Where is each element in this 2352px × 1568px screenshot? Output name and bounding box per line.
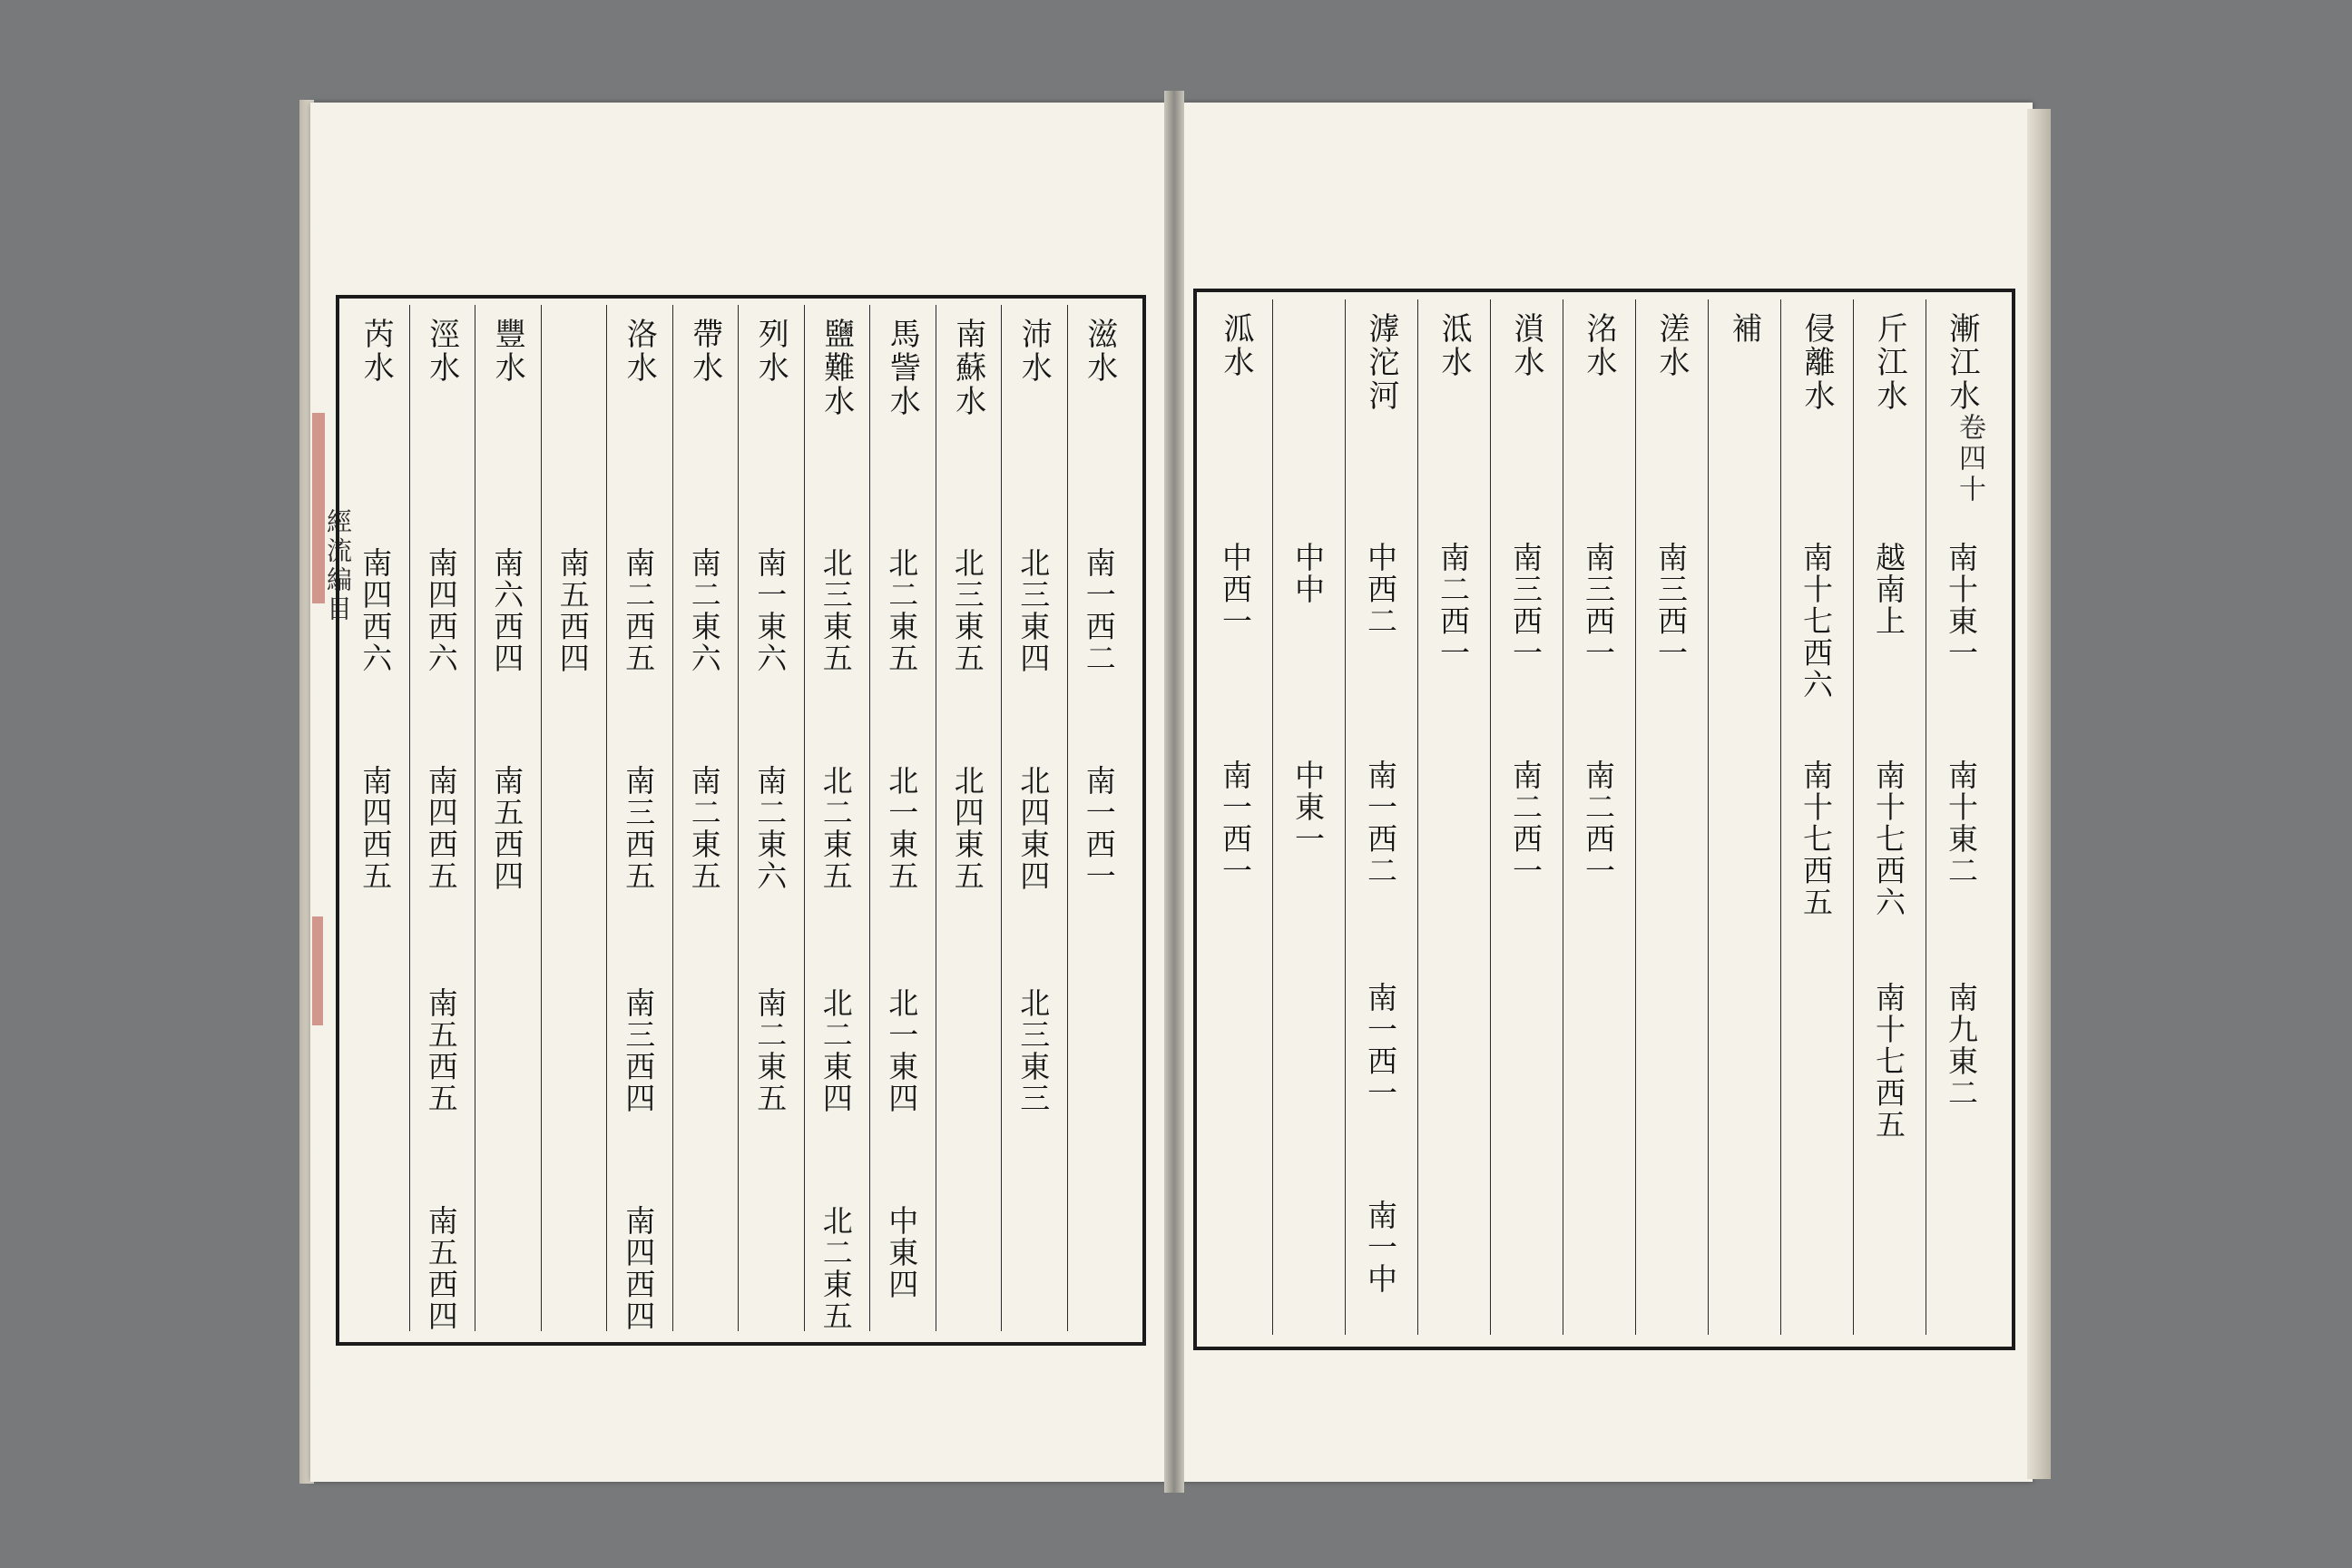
- entry-coordinate: 北四東五: [949, 765, 985, 892]
- entry-coordinate: 南四西六: [358, 547, 394, 674]
- entry-coordinate: 南十七西五: [1798, 760, 1834, 918]
- entry-coordinate: 北三東三: [1015, 987, 1052, 1114]
- column-rule: [1853, 299, 1854, 1335]
- column-rule: [409, 305, 410, 1331]
- entry-coordinate: 南二西五: [621, 547, 657, 674]
- column-rule: [804, 305, 805, 1331]
- entry-coordinate: 北一東四: [884, 987, 920, 1114]
- column-rule: [1780, 299, 1781, 1335]
- column-rule: [672, 305, 673, 1331]
- entry-name: 溠水: [1653, 312, 1690, 379]
- entry-coordinate: 中西二: [1363, 542, 1398, 637]
- entry-coordinate: 南一中: [1363, 1200, 1398, 1295]
- entry-coordinate: 南六西四: [489, 547, 525, 674]
- entry-name: 洺水: [1581, 312, 1617, 379]
- entry-coordinate: 南一西一: [1218, 760, 1253, 887]
- entry-coordinate: 南二西一: [1436, 542, 1471, 669]
- entry-coordinate: 北三東五: [818, 547, 854, 674]
- entry-name: 沛水: [1015, 318, 1053, 385]
- entry-coordinate: 南一西二: [1081, 547, 1117, 674]
- entry-coordinate: 北二東五: [818, 765, 854, 892]
- entry-coordinate: 南十七西五: [1871, 982, 1906, 1141]
- entry-name: 斤江水: [1871, 312, 1907, 413]
- column-rule: [1490, 299, 1491, 1335]
- entry-name: 滋水: [1081, 318, 1118, 385]
- entry-coordinate: 北二東五: [884, 547, 920, 674]
- entry-coordinate: 北二東四: [818, 987, 854, 1114]
- column-rule: [606, 305, 607, 1331]
- entry-coordinate: 南二東六: [752, 765, 789, 892]
- column-rule: [1067, 305, 1068, 1331]
- entry-coordinate: 中東一: [1290, 760, 1326, 855]
- column-rule: [869, 305, 870, 1331]
- entry-coordinate: 南三西四: [621, 987, 657, 1114]
- entry-name: 泒水: [1218, 312, 1254, 379]
- entry-coordinate: 南一西一: [1363, 982, 1398, 1109]
- column-rule: [1272, 299, 1273, 1335]
- entry-coordinate: 北二東五: [818, 1205, 854, 1332]
- entry-name: 洛水: [621, 318, 658, 385]
- column-rule: [1708, 299, 1709, 1335]
- entry-name: 馬訾水: [884, 318, 921, 418]
- column-rule: [1417, 299, 1418, 1335]
- column-rule: [738, 305, 739, 1331]
- entry-coordinate: 越南上: [1871, 542, 1906, 637]
- entry-coordinate: 南四西五: [358, 765, 394, 892]
- entry-name: 漸江水: [1944, 312, 1980, 413]
- entry-coordinate: 南三西五: [621, 765, 657, 892]
- entry-coordinate: 北一東五: [884, 765, 920, 892]
- right-page-edge: [2027, 109, 2051, 1479]
- entry-name: 南蘇水: [949, 318, 986, 418]
- entry-coordinate: 北四東四: [1015, 765, 1052, 892]
- column-rule: [1345, 299, 1346, 1335]
- entry-coordinate: 南九東二: [1944, 982, 1979, 1109]
- entry-coordinate: 南二東五: [686, 765, 722, 892]
- entry-coordinate: 南十東一: [1944, 542, 1979, 669]
- entry-coordinate: 南三西一: [1653, 542, 1689, 669]
- entry-name: 鹽難水: [818, 318, 855, 418]
- column-rule: [1635, 299, 1636, 1335]
- entry-coordinate: 南三西一: [1508, 542, 1544, 669]
- entry-coordinate: 南四西五: [423, 765, 459, 892]
- entry-coordinate: 南一西二: [1363, 760, 1398, 887]
- entry-name: 補: [1726, 312, 1762, 346]
- column-rule: [541, 305, 542, 1331]
- entry-coordinate: 南二東五: [752, 987, 789, 1114]
- entry-coordinate: 南二東六: [686, 547, 722, 674]
- entry-coordinate: 中東四: [884, 1205, 920, 1300]
- entry-coordinate: 南十七西六: [1798, 542, 1834, 701]
- entry-coordinate: 南四西六: [423, 547, 459, 674]
- entry-name: 豐水: [489, 318, 526, 385]
- entry-name: 帶水: [686, 318, 723, 385]
- entry-coordinate: 南一西一: [1081, 765, 1117, 892]
- entry-coordinate: 南五西四: [554, 547, 591, 674]
- entry-coordinate: 南十七西六: [1871, 760, 1906, 918]
- left-margin-title: 經流編目: [323, 508, 353, 624]
- entry-name: 泜水: [1436, 312, 1472, 379]
- entry-coordinate: 南十東二: [1944, 760, 1979, 887]
- entry-coordinate: 北三東五: [949, 547, 985, 674]
- entry-coordinate: 南二西一: [1508, 760, 1544, 887]
- entry-coordinate: 中中: [1290, 542, 1326, 605]
- entry-coordinate: 南五西五: [423, 987, 459, 1114]
- entry-name: 芮水: [358, 318, 395, 385]
- entry-coordinate: 南五西四: [489, 765, 525, 892]
- seal-mark: [312, 916, 323, 1025]
- book-gutter: [1164, 91, 1184, 1493]
- entry-coordinate: 南二西一: [1581, 760, 1616, 887]
- entry-name: 侵離水: [1798, 312, 1835, 413]
- entry-name: 涇水: [423, 318, 460, 385]
- entry-coordinate: 中西一: [1218, 542, 1253, 637]
- entry-coordinate: 北三東四: [1015, 547, 1052, 674]
- entry-coordinate: 南三西一: [1581, 542, 1616, 669]
- entry-coordinate: 南五西四: [423, 1205, 459, 1332]
- entry-name: 滹沱河: [1363, 312, 1399, 413]
- entry-name: 列水: [752, 318, 789, 385]
- column-rule: [1001, 305, 1002, 1331]
- entry-coordinate: 南四西四: [621, 1205, 657, 1332]
- right-margin-title: 卷四十: [1954, 413, 1985, 505]
- entry-coordinate: 南一東六: [752, 547, 789, 674]
- entry-name: 溑水: [1508, 312, 1544, 379]
